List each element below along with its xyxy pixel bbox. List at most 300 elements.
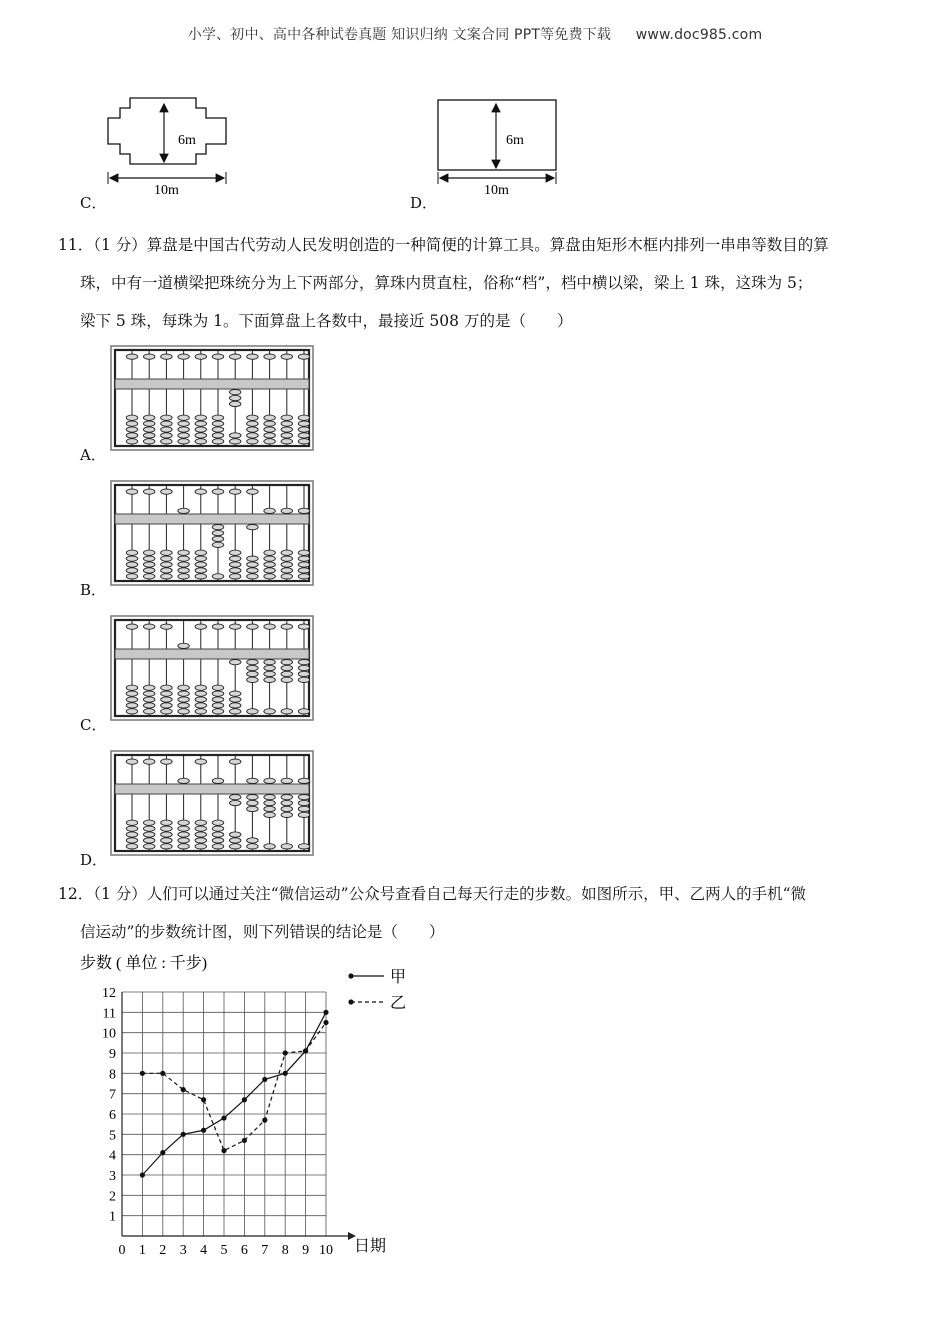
abacus-bead [298, 433, 310, 438]
abacus-bead [143, 624, 155, 629]
abacus-bead [281, 844, 293, 849]
abacus-bead [298, 665, 310, 670]
abacus-bead [212, 624, 224, 629]
abacus-bead [264, 439, 276, 444]
abacus-bead [247, 665, 259, 670]
abacus-bead [281, 778, 293, 783]
abacus-bead [126, 562, 138, 567]
abacus-bead [298, 778, 310, 783]
page-header [0, 24, 950, 44]
abacus-bead [212, 427, 224, 432]
abacus-bead [178, 691, 190, 696]
abacus-bead [247, 806, 259, 811]
data-point-乙 [323, 1020, 328, 1025]
abacus-bead [178, 778, 190, 783]
abacus-bead [126, 421, 138, 426]
abacus-bead [212, 536, 224, 541]
abacus-bead [195, 562, 207, 567]
abacus-bead [247, 525, 259, 530]
q10-d-height-label: 6m [506, 133, 524, 148]
abacus-bead [195, 703, 207, 708]
abacus-bead [212, 415, 224, 420]
abacus-beam [115, 784, 309, 794]
abacus-bead [143, 685, 155, 690]
abacus-bead [178, 709, 190, 714]
abacus-bead [281, 795, 293, 800]
x-tick-label: 10 [319, 1243, 333, 1258]
abacus-bead [212, 542, 224, 547]
abacus-bead [161, 568, 173, 573]
abacus-bead [143, 421, 155, 426]
y-tick-label: 9 [109, 1047, 116, 1062]
abacus-bead [195, 556, 207, 561]
abacus-bead [298, 671, 310, 676]
data-point-甲 [160, 1150, 165, 1155]
abacus-beam [115, 379, 309, 389]
x-tick-label: 1 [138, 1243, 146, 1258]
abacus-bead [178, 568, 190, 573]
y-tick-label: 7 [109, 1087, 116, 1103]
abacus-bead [126, 838, 138, 843]
abacus-bead [247, 415, 259, 420]
abacus-bead [281, 671, 293, 676]
abacus-bead [143, 691, 155, 696]
abacus-bead [126, 820, 138, 825]
abacus-bead [281, 550, 293, 555]
abacus-bead [212, 820, 224, 825]
data-point-甲 [181, 1132, 186, 1137]
abacus-bead [298, 508, 310, 513]
abacus-bead [247, 562, 259, 567]
data-point-乙 [160, 1071, 165, 1076]
data-point-甲 [262, 1077, 267, 1082]
abacus-bead [229, 759, 241, 764]
abacus-bead [212, 439, 224, 444]
abacus-bead [212, 697, 224, 702]
abacus-bead [281, 508, 293, 513]
abacus-bead [229, 562, 241, 567]
abacus-bead [212, 530, 224, 535]
data-point-乙 [283, 1050, 288, 1055]
x-tick-label: 6 [240, 1243, 248, 1258]
abacus-bead [126, 703, 138, 708]
abacus-bead [247, 795, 259, 800]
chart-xlabel: 日期 [354, 1238, 387, 1255]
y-tick-label: 5 [109, 1128, 116, 1144]
abacus-bead [229, 703, 241, 708]
q11-line-1: 11．（1 分）算盘是中国古代劳动人民发明创造的一种简便的计算工具。算盘由矩形木框内排列一串串等数目的算 [58, 236, 829, 254]
abacus-bead [247, 556, 259, 561]
abacus-bead [247, 838, 259, 843]
abacus-bead [212, 489, 224, 494]
abacus-bead [143, 709, 155, 714]
abacus-bead [178, 550, 190, 555]
abacus-bead [264, 574, 276, 579]
abacus-bead [178, 643, 190, 648]
q12-stem [58, 875, 918, 951]
abacus-bead [247, 354, 259, 359]
abacus-bead [178, 354, 190, 359]
abacus-bead [247, 489, 259, 494]
abacus-a [110, 345, 314, 451]
q11-option-d-label[interactable]: D． [80, 851, 108, 869]
abacus-bead [264, 421, 276, 426]
abacus-bead [229, 550, 241, 555]
abacus-bead [281, 709, 293, 714]
abacus-bead [161, 439, 173, 444]
abacus-bead [126, 709, 138, 714]
abacus-bead [178, 433, 190, 438]
abacus-d [110, 750, 314, 856]
abacus-bead [161, 354, 173, 359]
data-point-甲 [283, 1071, 288, 1076]
y-tick-label: 6 [109, 1108, 116, 1123]
data-point-乙 [181, 1087, 186, 1092]
abacus-bead [264, 508, 276, 513]
abacus-bead [195, 820, 207, 825]
abacus-bead [195, 832, 207, 837]
data-point-乙 [303, 1048, 308, 1053]
abacus-bead [178, 826, 190, 831]
abacus-bead [143, 427, 155, 432]
abacus-bead [212, 709, 224, 714]
abacus-bead [264, 562, 276, 567]
abacus-bead [161, 421, 173, 426]
abacus-bead [298, 677, 310, 682]
abacus-bead [126, 574, 138, 579]
abacus-bead [143, 556, 155, 561]
abacus-bead [178, 697, 190, 702]
abacus-bead [212, 826, 224, 831]
abacus-bead [161, 562, 173, 567]
abacus-bead [178, 574, 190, 579]
abacus-bead [161, 838, 173, 843]
abacus-bead [195, 759, 207, 764]
abacus-bead [281, 421, 293, 426]
abacus-bead [161, 697, 173, 702]
abacus-bead [195, 844, 207, 849]
abacus-bead [212, 574, 224, 579]
abacus-bead [212, 844, 224, 849]
abacus-bead [298, 354, 310, 359]
abacus-bead [195, 568, 207, 573]
q10-figure-c [100, 92, 240, 197]
data-point-甲 [242, 1097, 247, 1102]
data-point-乙 [201, 1097, 206, 1102]
data-point-甲 [140, 1172, 145, 1177]
abacus-bead [264, 660, 276, 665]
y-tick-label: 11 [102, 1006, 116, 1022]
abacus-bead [298, 556, 310, 561]
x-tick-label: 5 [220, 1243, 228, 1258]
abacus-bead [247, 574, 259, 579]
data-point-乙 [221, 1148, 226, 1153]
abacus-bead [143, 439, 155, 444]
abacus-bead [281, 660, 293, 665]
abacus-bead [264, 665, 276, 670]
abacus-bead [195, 427, 207, 432]
q10-figure-d [430, 92, 570, 197]
abacus-bead [143, 415, 155, 420]
legend-label: 乙 [390, 995, 407, 1012]
abacus-bead [298, 709, 310, 714]
abacus-bead [143, 759, 155, 764]
q11-option-c-label[interactable]: C． [80, 716, 107, 734]
y-tick-label: 3 [109, 1169, 116, 1184]
abacus-bead [161, 820, 173, 825]
abacus-bead [126, 844, 138, 849]
abacus-bead [195, 489, 207, 494]
abacus-bead [126, 427, 138, 432]
abacus-bead [264, 671, 276, 676]
x-tick-label: 3 [179, 1243, 187, 1258]
abacus-bead [161, 415, 173, 420]
abacus-bead [212, 421, 224, 426]
abacus-bead [229, 556, 241, 561]
abacus-b [110, 480, 314, 586]
abacus-bead [229, 691, 241, 696]
abacus-bead [281, 354, 293, 359]
abacus-bead [212, 433, 224, 438]
abacus-bead [247, 439, 259, 444]
abacus-bead [143, 562, 155, 567]
abacus-bead [178, 421, 190, 426]
abacus-bead [143, 550, 155, 555]
abacus-bead [298, 415, 310, 420]
abacus-bead [161, 832, 173, 837]
abacus-bead [247, 671, 259, 676]
abacus-bead [264, 800, 276, 805]
abacus-bead [161, 709, 173, 714]
abacus-bead [298, 439, 310, 444]
abacus-bead [298, 568, 310, 573]
abacus-bead [281, 677, 293, 682]
abacus-bead [195, 685, 207, 690]
abacus-bead [229, 489, 241, 494]
chart-grid [122, 992, 326, 1236]
abacus-bead [126, 354, 138, 359]
abacus-bead [161, 574, 173, 579]
step-count-line-chart [70, 945, 430, 1265]
abacus-bead [143, 568, 155, 573]
abacus-bead [212, 778, 224, 783]
abacus-bead [264, 844, 276, 849]
abacus-bead [143, 832, 155, 837]
abacus-bead [161, 691, 173, 696]
abacus-bead [298, 806, 310, 811]
abacus-bead [126, 433, 138, 438]
y-tick-label: 1 [109, 1209, 116, 1225]
abacus-bead [229, 844, 241, 849]
abacus-bead [264, 556, 276, 561]
abacus-bead [264, 812, 276, 817]
abacus-bead [126, 568, 138, 573]
abacus-bead [195, 354, 207, 359]
abacus-bead [143, 838, 155, 843]
abacus-bead [281, 562, 293, 567]
data-point-甲 [221, 1115, 226, 1120]
abacus-bead [247, 709, 259, 714]
abacus-bead [143, 826, 155, 831]
abacus-bead [212, 691, 224, 696]
abacus-bead [195, 691, 207, 696]
abacus-bead [178, 844, 190, 849]
abacus-bead [298, 812, 310, 817]
abacus-bead [298, 550, 310, 555]
abacus-bead [281, 433, 293, 438]
abacus-bead [264, 778, 276, 783]
abacus-bead [143, 354, 155, 359]
data-point-乙 [262, 1118, 267, 1123]
abacus-bead [143, 844, 155, 849]
abacus-bead [212, 832, 224, 837]
abacus-bead [264, 677, 276, 682]
abacus-bead [264, 433, 276, 438]
abacus-bead [298, 800, 310, 805]
q12-line-2: 信运动”的步数统计图，则下列错误的结论是（ ） [80, 923, 445, 941]
abacus-bead [178, 427, 190, 432]
series-line-乙 [142, 1023, 326, 1151]
x-tick-label: 9 [302, 1243, 310, 1258]
abacus-bead [298, 624, 310, 629]
abacus-bead [298, 574, 310, 579]
abacus-bead [126, 556, 138, 561]
abacus-bead [264, 806, 276, 811]
abacus-bead [229, 401, 241, 406]
data-point-乙 [242, 1138, 247, 1143]
abacus-bead [298, 795, 310, 800]
q10-option-c-label[interactable]: C． [80, 194, 107, 212]
abacus-bead [298, 660, 310, 665]
abacus-bead [247, 677, 259, 682]
abacus-bead [161, 703, 173, 708]
abacus-bead [161, 685, 173, 690]
abacus-bead [229, 697, 241, 702]
abacus-bead [212, 354, 224, 359]
chart-ylabel: 步数 ( 单位 : 千步) [80, 955, 208, 972]
abacus-bead [229, 838, 241, 843]
abacus-bead [229, 800, 241, 805]
abacus-bead [247, 568, 259, 573]
abacus-bead [126, 685, 138, 690]
abacus-bead [247, 433, 259, 438]
abacus-bead [195, 421, 207, 426]
abacus-bead [281, 665, 293, 670]
abacus-bead [178, 820, 190, 825]
abacus-bead [229, 709, 241, 714]
abacus-bead [247, 427, 259, 432]
abacus-bead [178, 415, 190, 420]
abacus-bead [126, 697, 138, 702]
q11-line-3: 梁下 5 珠，每珠为 1。下面算盘上各数中，最接近 508 万的是（ ） [80, 312, 573, 330]
abacus-bead [143, 703, 155, 708]
abacus-bead [264, 415, 276, 420]
abacus-bead [161, 550, 173, 555]
abacus-bead [264, 624, 276, 629]
data-point-甲 [323, 1010, 328, 1015]
q11-stem [58, 226, 918, 340]
abacus-bead [178, 703, 190, 708]
abacus-bead [161, 427, 173, 432]
abacus-bead [195, 838, 207, 843]
chart-legend [348, 968, 406, 1012]
abacus-bead [229, 433, 241, 438]
abacus-bead [281, 427, 293, 432]
abacus-bead [161, 624, 173, 629]
abacus-bead [229, 354, 241, 359]
abacus-bead [281, 812, 293, 817]
header-site-link[interactable]: www.doc985.com [635, 27, 763, 43]
q10-option-d-label[interactable]: D． [410, 194, 438, 212]
abacus-bead [281, 415, 293, 420]
y-tick-label: 4 [109, 1148, 116, 1164]
abacus-bead [161, 556, 173, 561]
abacus-bead [281, 439, 293, 444]
abacus-bead [229, 439, 241, 444]
abacus-bead [281, 556, 293, 561]
y-tick-label: 8 [109, 1067, 116, 1083]
abacus-bead [195, 697, 207, 702]
abacus-bead [178, 838, 190, 843]
abacus-bead [126, 550, 138, 555]
abacus-bead [161, 433, 173, 438]
abacus-bead [229, 795, 241, 800]
abacus-bead [126, 759, 138, 764]
abacus-bead [298, 562, 310, 567]
q10-c-width-label: 10m [154, 183, 179, 197]
abacus-bead [161, 844, 173, 849]
abacus-bead [126, 826, 138, 831]
abacus-bead [143, 489, 155, 494]
abacus-bead [247, 778, 259, 783]
abacus-bead [229, 395, 241, 400]
abacus-bead [161, 826, 173, 831]
q11-option-b-label[interactable]: B． [80, 581, 107, 599]
abacus-bead [229, 568, 241, 573]
abacus-bead [264, 795, 276, 800]
abacus-bead [281, 574, 293, 579]
chart-axes [122, 992, 356, 1240]
abacus-bead [281, 800, 293, 805]
abacus-bead [195, 439, 207, 444]
x-tick-label: 4 [200, 1243, 208, 1258]
data-point-甲 [201, 1128, 206, 1133]
x-tick-label: 0 [118, 1243, 126, 1258]
legend-label: 甲 [390, 969, 407, 986]
abacus-bead [264, 354, 276, 359]
q10-c-height-label: 6m [178, 133, 196, 148]
abacus-bead [178, 685, 190, 690]
abacus-bead [247, 800, 259, 805]
abacus-bead [212, 838, 224, 843]
abacus-bead [212, 525, 224, 530]
abacus-bead [161, 759, 173, 764]
x-tick-label: 7 [261, 1243, 269, 1258]
abacus-bead [298, 427, 310, 432]
abacus-bead [247, 844, 259, 849]
abacus-bead [281, 624, 293, 629]
abacus-bead [229, 624, 241, 629]
q10-d-width-label: 10m [484, 183, 509, 197]
abacus-bead [195, 624, 207, 629]
abacus-bead [281, 568, 293, 573]
q11-option-a-label[interactable]: A． [80, 446, 106, 464]
abacus-bead [247, 421, 259, 426]
abacus-bead [143, 697, 155, 702]
y-tick-label: 2 [109, 1189, 116, 1205]
abacus-bead [195, 826, 207, 831]
x-tick-label: 8 [281, 1243, 289, 1258]
